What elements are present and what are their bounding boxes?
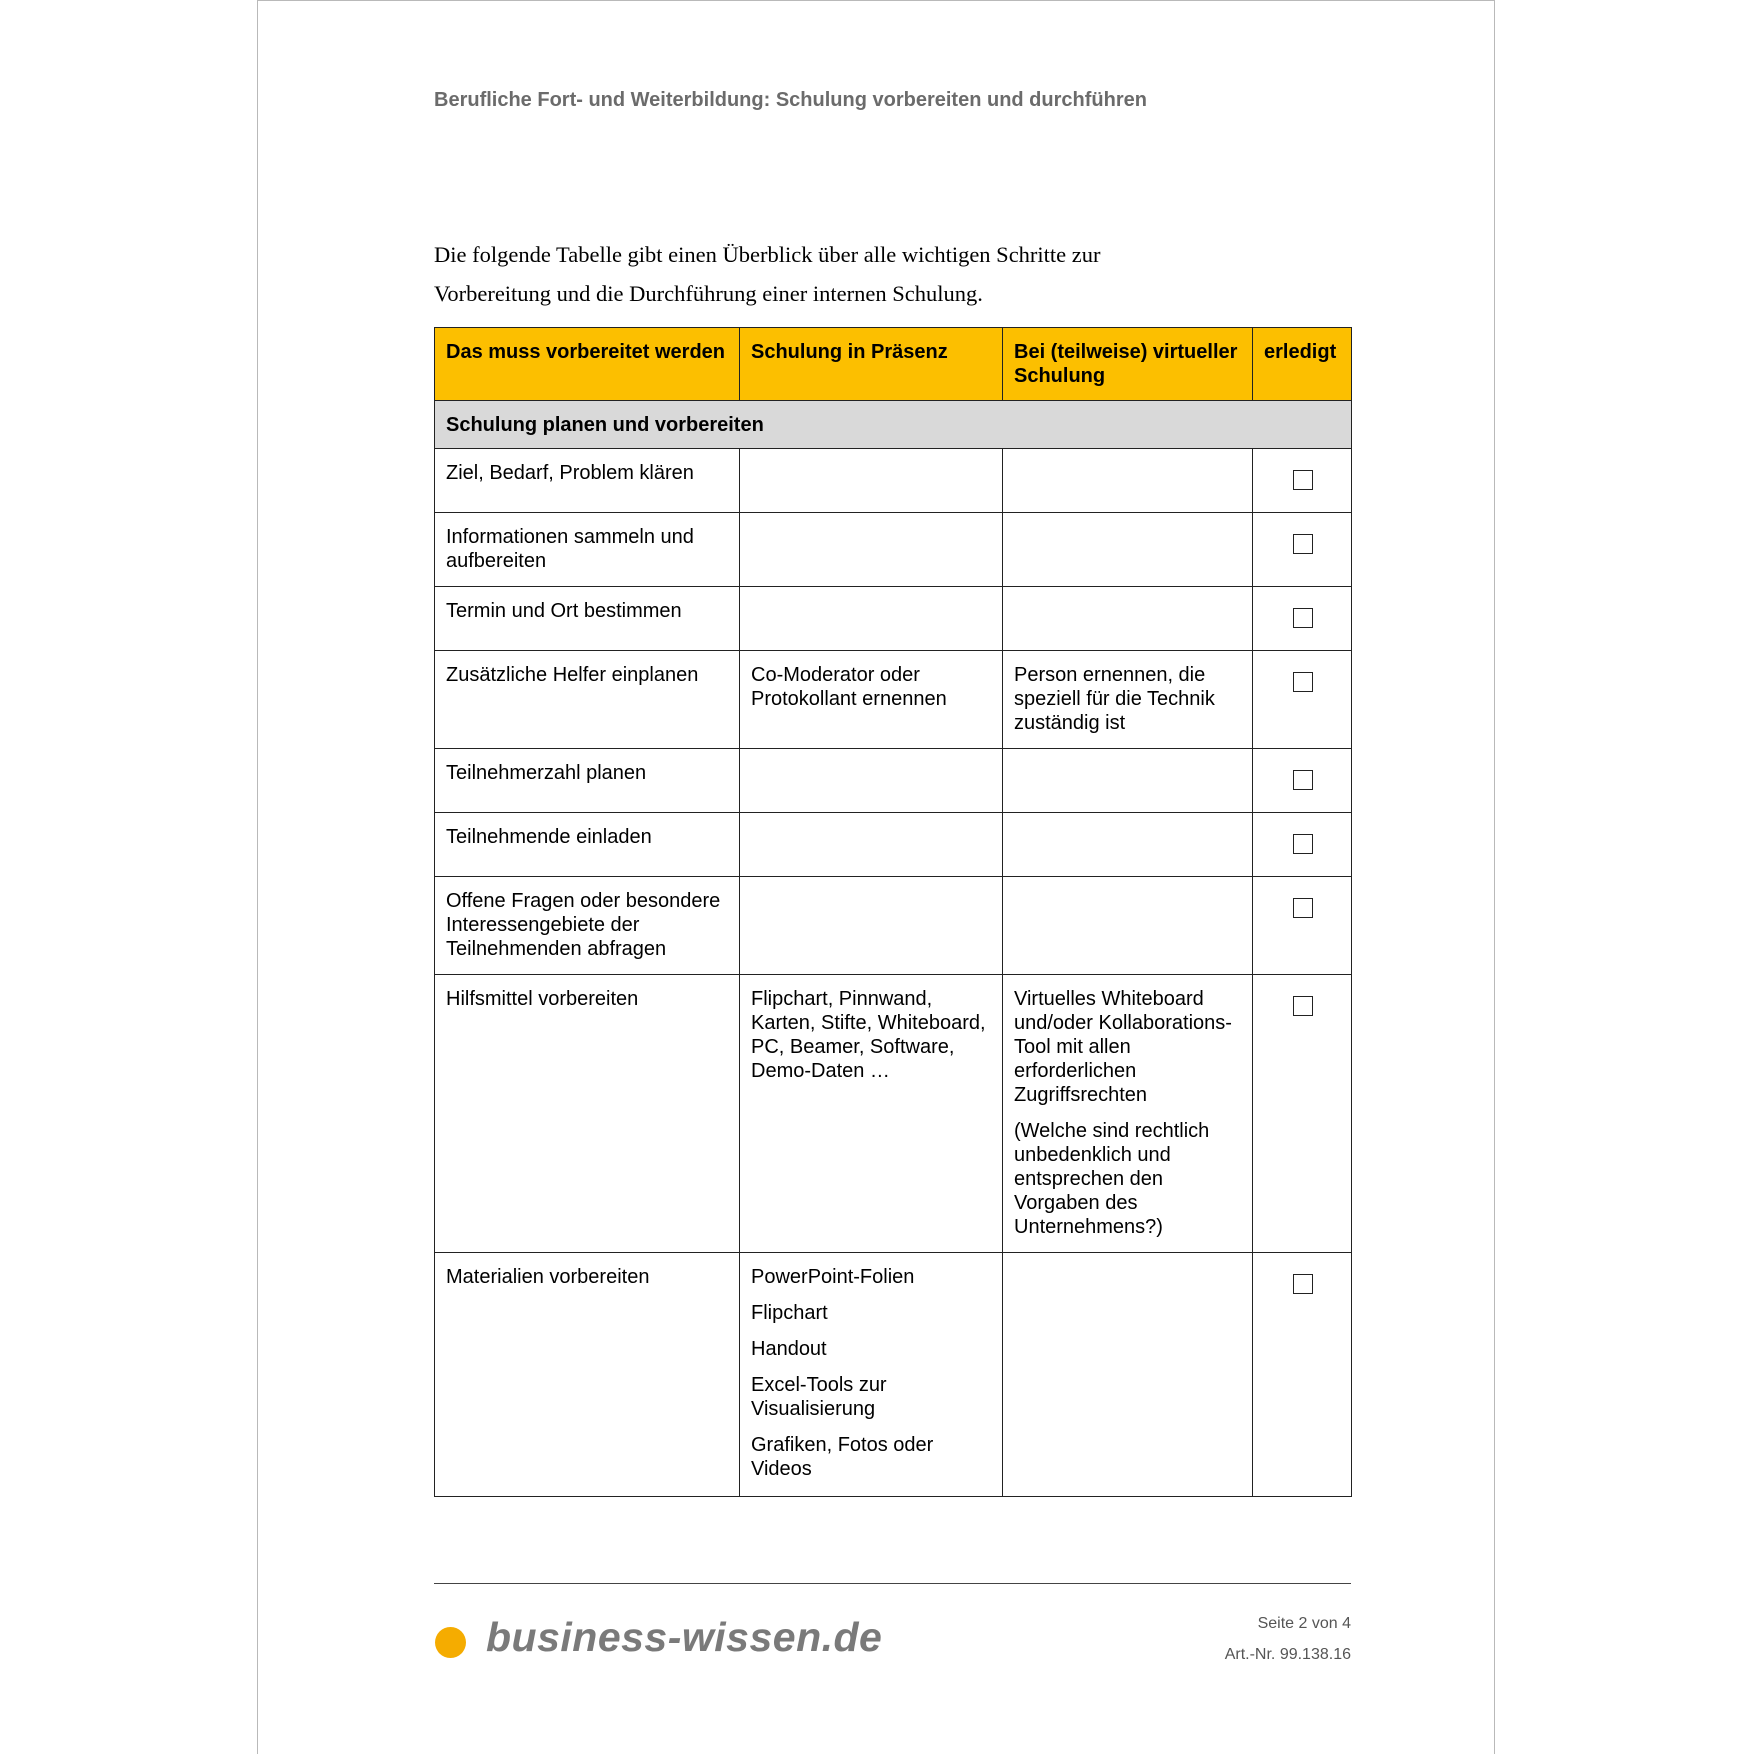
praesenz-text: Grafiken, Fotos oder Videos — [751, 1434, 934, 1480]
column-header-praesenz: Schulung in Präsenz — [740, 328, 1003, 401]
table-row — [435, 1253, 1352, 1497]
virtuell-cell — [1003, 877, 1253, 975]
footer-divider — [434, 1583, 1351, 1584]
column-header-virtuell: Bei (teilweise) virtueller Schulung — [1003, 328, 1253, 401]
virtuell-cell — [1003, 975, 1253, 1253]
task-cell: Zusätzliche Helfer einplanen — [435, 651, 740, 749]
table-row — [435, 513, 1352, 587]
praesenz-cell — [740, 749, 1003, 813]
article-number: Art.-Nr. 99.138.16 — [1224, 1646, 1351, 1663]
praesenz-cell — [740, 877, 1003, 975]
table-row — [435, 651, 1352, 749]
table-row — [435, 449, 1352, 513]
task-cell: Materialien vorbereiten — [435, 1253, 740, 1497]
praesenz-cell — [740, 813, 1003, 877]
checklist-table — [434, 327, 1352, 1497]
checkbox[interactable] — [1293, 898, 1313, 918]
praesenz-cell — [740, 449, 1003, 513]
table-row — [435, 877, 1352, 975]
virtuell-text: Person ernennen, die speziell für die Technik zuständig ist — [1014, 664, 1215, 734]
virtuell-cell — [1003, 813, 1253, 877]
checkbox[interactable] — [1293, 1274, 1313, 1294]
virtuell-cell — [1003, 749, 1253, 813]
praesenz-cell — [740, 975, 1003, 1253]
section-row — [435, 401, 1352, 449]
column-header-task: Das muss vorbereitet werden — [435, 328, 740, 401]
table-row — [435, 749, 1352, 813]
virtuell-text: Virtuelles Whiteboard und/oder Kollaborations-Tool mit allen erforderlichen Zugriffsrechten — [1014, 988, 1232, 1106]
page-number: Seite 2 von 4 — [1257, 1615, 1351, 1632]
task-cell: Termin und Ort bestimmen — [435, 587, 740, 651]
table-row — [435, 587, 1352, 651]
table-row — [435, 975, 1352, 1253]
erledigt-cell — [1253, 877, 1352, 975]
praesenz-text: Co-Moderator oder Protokollant ernennen — [751, 664, 947, 710]
praesenz-cell — [740, 513, 1003, 587]
checkbox[interactable] — [1293, 996, 1313, 1016]
checkbox[interactable] — [1293, 770, 1313, 790]
checkbox[interactable] — [1293, 534, 1313, 554]
erledigt-cell — [1253, 449, 1352, 513]
erledigt-cell — [1253, 975, 1352, 1253]
erledigt-cell — [1253, 651, 1352, 749]
table-header-row — [435, 328, 1352, 401]
praesenz-text: PowerPoint-Folien — [751, 1266, 915, 1288]
intro-paragraph — [434, 235, 1254, 313]
virtuell-cell — [1003, 1253, 1253, 1497]
virtuell-cell — [1003, 587, 1253, 651]
section-title: Schulung planen und vorbereiten — [435, 401, 1352, 449]
logo-text: business-wissen.de — [486, 1614, 883, 1660]
virtuell-text: (Welche sind rechtlich unbedenklich und entsprechen den Vorgaben des Unternehmens?) — [1014, 1120, 1210, 1238]
virtuell-cell — [1003, 449, 1253, 513]
task-cell: Offene Fragen oder besondere Interessengebiete der Teilnehmenden abfragen — [435, 877, 740, 975]
erledigt-cell — [1253, 513, 1352, 587]
footer-info — [1225, 1608, 1351, 1670]
praesenz-cell — [740, 1253, 1003, 1497]
checkbox[interactable] — [1293, 834, 1313, 854]
praesenz-text: Handout — [751, 1338, 827, 1360]
virtuell-cell — [1003, 513, 1253, 587]
checkbox[interactable] — [1293, 608, 1313, 628]
task-cell: Informationen sammeln und aufbereiten — [435, 513, 740, 587]
praesenz-cell — [740, 587, 1003, 651]
column-header-erledigt: erledigt — [1253, 328, 1352, 401]
task-cell: Teilnehmerzahl planen — [435, 749, 740, 813]
logo-dot-icon — [435, 1627, 466, 1658]
intro-line-2: Vorbereitung und die Durchführung einer internen Schulung. — [434, 281, 983, 306]
praesenz-text: Excel-Tools zur Visualisierung — [751, 1374, 887, 1420]
document-header-title: Berufliche Fort- und Weiterbildung: Schulung vorbereiten und durchführen — [434, 89, 1147, 111]
table-row — [435, 813, 1352, 877]
praesenz-text: Flipchart — [751, 1302, 828, 1324]
checkbox[interactable] — [1293, 470, 1313, 490]
task-cell: Ziel, Bedarf, Problem klären — [435, 449, 740, 513]
praesenz-cell — [740, 651, 1003, 749]
task-cell: Teilnehmende einladen — [435, 813, 740, 877]
praesenz-text: Flipchart, Pinnwand, Karten, Stifte, Whiteboard, PC, Beamer, Software, Demo-Daten … — [751, 988, 986, 1082]
erledigt-cell — [1253, 749, 1352, 813]
virtuell-cell — [1003, 651, 1253, 749]
checkbox[interactable] — [1293, 672, 1313, 692]
erledigt-cell — [1253, 587, 1352, 651]
erledigt-cell — [1253, 813, 1352, 877]
task-cell: Hilfsmittel vorbereiten — [435, 975, 740, 1253]
erledigt-cell — [1253, 1253, 1352, 1497]
intro-line-1: Die folgende Tabelle gibt einen Überblick über alle wichtigen Schritte zur — [434, 242, 1101, 267]
